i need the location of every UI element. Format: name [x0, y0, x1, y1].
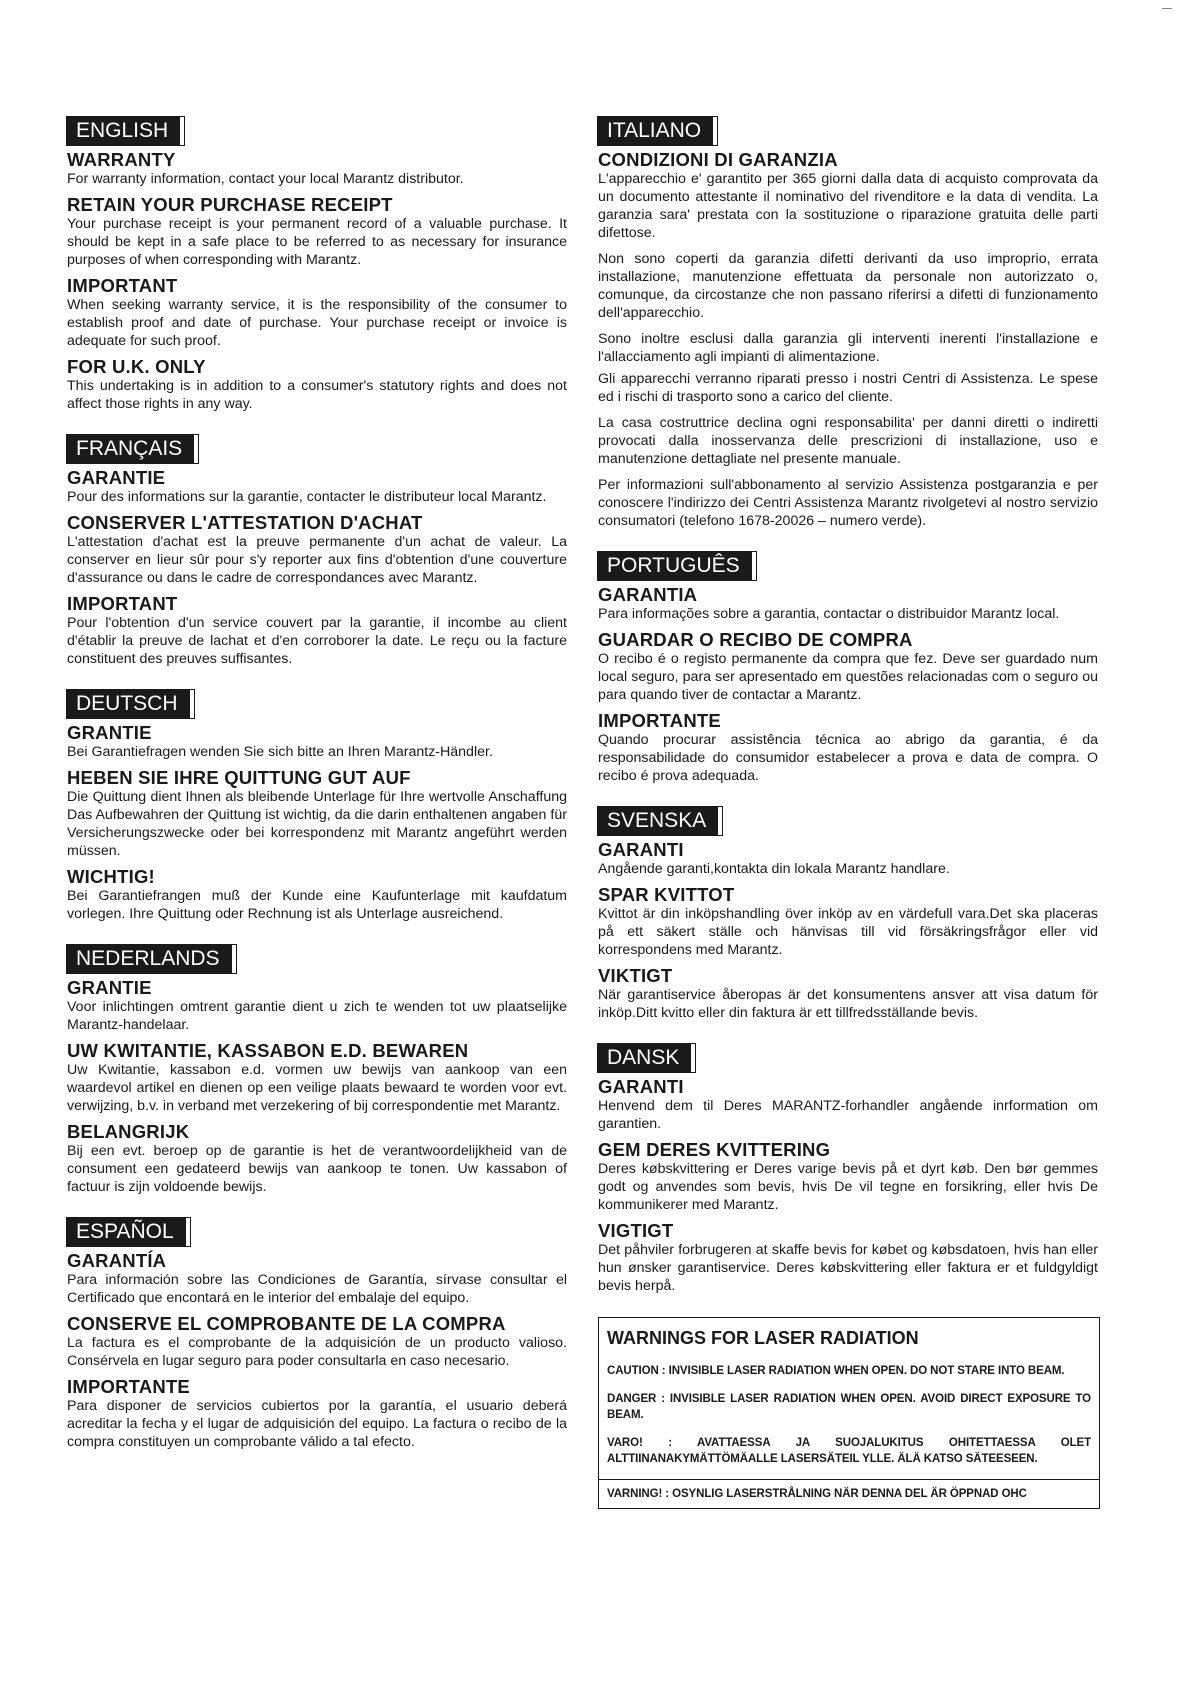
body-paragraph: Angående garanti,kontakta din lokala Marantz handlare.: [598, 861, 950, 877]
section-heading: GARANTI: [598, 1076, 684, 1097]
laser-caution: CAUTION : INVISIBLE LASER RADIATION WHEN OPEN. DO NOT STARE INTO BEAM.: [607, 1365, 1065, 1377]
section-heading: CONDIZIONI DI GARANZIA: [598, 149, 838, 170]
body-paragraph: Non sono coperti da garanzia difetti derivanti da uso improprio, errata installazione, manutenzione effettuata da personale non autorizzato o, comunque, da circostanze che non passano riferirsi a difetti di funzionamento dell'apparecchio.: [598, 251, 1098, 321]
laser-danger: DANGER : INVISIBLE LASER RADIATION WHEN OPEN. AVOID DIRECT EXPOSURE TO BEAM.: [607, 1393, 1091, 1421]
section-heading: GEM DERES KVITTERING: [598, 1139, 831, 1160]
section-heading: VIKTIGT: [598, 965, 673, 986]
language-section-español: [67, 1218, 567, 1451]
language-section-português: [598, 552, 1098, 785]
body-paragraph: Para disponer de servicios cubiertos por la garantía, el usuario deberá acreditar la fecha y el lugar de adquisición del equipo. La factura o recibo de la compra constituyen un comprobante válido a tal efecto.: [67, 1398, 567, 1450]
language-tag: NEDERLANDS: [67, 945, 236, 973]
section-heading: GUARDAR O RECIBO DE COMPRA: [598, 629, 913, 650]
body-paragraph: La casa costruttrice declina ogni responsabilita' per danni diretti o indiretti provocati dalla inosservanza delle prescrizioni di installazione, uso e manutenzione dettagliate nel presente manuale.: [598, 415, 1098, 467]
body-paragraph: Henvend dem til Deres MARANTZ-forhandler angående inrformation om garantien.: [598, 1098, 1098, 1132]
language-section-français: [67, 435, 567, 668]
language-section-nederlands: [67, 945, 567, 1196]
language-tag: DEUTSCH: [67, 690, 194, 718]
right-column-sections: [598, 117, 1098, 1295]
language-section-english: [67, 117, 567, 413]
language-section-italiano: [598, 117, 1098, 530]
language-section-svenska: [598, 807, 1098, 1022]
language-tag: ESPAÑOL: [67, 1218, 190, 1246]
body-paragraph: Your purchase receipt is your permanent record of a valuable purchase. It should be kept in a safe place to be referred to as necessary for insurance purposes of when corresponding with Marantz.: [67, 216, 567, 268]
body-paragraph: Pour des informations sur la garantie, contacter le distributeur local Marantz.: [67, 489, 547, 505]
body-paragraph: Gli apparecchi verranno riparati presso i nostri Centri di Assistenza. Le spese ed i rischi di trasporto sono a carico del cliente.: [598, 371, 1098, 405]
section-heading: RETAIN YOUR PURCHASE RECEIPT: [67, 194, 393, 215]
section-heading: GARANTIA: [598, 584, 698, 605]
section-heading: CONSERVER L'ATTESTATION D'ACHAT: [67, 512, 423, 533]
right-column: [598, 117, 1098, 1509]
section-heading: GARANTI: [598, 839, 684, 860]
language-tag: DANSK: [598, 1044, 695, 1072]
section-heading: IMPORTANT: [67, 593, 178, 614]
section-heading: IMPORTANTE: [67, 1376, 190, 1397]
laser-varo: VARO! : AVATTAESSA JA SUOJALUKITUS OHITETTAESSA OLET ALTTIINANAKYMÄTTÖMÄALLE LASERSÄTEIL YLLE. ÄLÄ KATSO SÄTEESEEN.: [607, 1437, 1091, 1465]
body-paragraph: For warranty information, contact your local Marantz distributor.: [67, 171, 464, 187]
body-paragraph: Quando procurar assistência técnica ao abrigo da garantia, é da responsabilidade do consumidor estabelecer a prova e data de compra. O recibo é prova adequada.: [598, 732, 1098, 784]
section-heading: GARANTÍA: [67, 1250, 167, 1271]
body-paragraph: Para información sobre las Condiciones de Garantía, sírvase consultar el Certificado que encontará en le interior del embalaje del equipo.: [67, 1272, 567, 1306]
corner-mark: [1162, 8, 1172, 9]
language-tag: ITALIANO: [598, 117, 717, 145]
body-paragraph: Kvittot är din inköpshandling över inköp av en värdefull vara.Det ska placeras på ett säkert ställe och hänvisas till vid försäkringsfrågor eller vid korrespondens med Marantz.: [598, 906, 1098, 958]
language-tag: ENGLISH: [67, 117, 184, 145]
body-paragraph: When seeking warranty service, it is the responsibility of the consumer to establish proof and date of purchase. Your purchase receipt or invoice is adequate for such proof.: [67, 297, 567, 349]
section-heading: GARANTIE: [67, 467, 166, 488]
section-heading: SPAR KVITTOT: [598, 884, 735, 905]
section-heading: UW KWITANTIE, KASSABON E.D. BEWAREN: [67, 1040, 469, 1061]
body-paragraph: Bei Garantiefrangen muß der Kunde eine Kaufunterlage mit kaufdatum vorlegen. Ihre Quittung oder Rechnung ist als Unterlage ausreichend.: [67, 888, 567, 922]
body-paragraph: Bei Garantiefragen wenden Sie sich bitte an Ihren Marantz-Händler.: [67, 744, 493, 760]
body-paragraph: Per informazioni sull'abbonamento al servizio Assistenza postgaranzia e per conoscere l'indirizzo dei Centri Assistenza Marantz rivolgetevi al nostro servizio consumatori (telefono 1678-20026 – numero verde).: [598, 477, 1098, 529]
body-paragraph: Die Quittung dient Ihnen als bleibende Unterlage für Ihre wertvolle Anschaffung Das Aufbewahren der Quittung ist wichtig, da die darin enthaltenen angaben für Versicherungszwecke oder bei korrespondenz mit Marantz angeführt werden müssen.: [67, 789, 567, 859]
body-paragraph: Para informações sobre a garantia, contactar o distribuidor Marantz local.: [598, 606, 1060, 622]
section-heading: VIGTIGT: [598, 1220, 674, 1241]
body-paragraph: O recibo é o registo permanente da compra que fez. Deve ser guardado num local seguro, para ser apresentado em questões relacionadas com o seguro ou para quando tiver de contactar a Marantz.: [598, 651, 1098, 703]
body-paragraph: La factura es el comprobante de la adquisición de un producto valioso. Consérvela en lugar seguro para poder consultarla en caso necesario.: [67, 1335, 567, 1369]
language-tag: SVENSKA: [598, 807, 722, 835]
section-heading: HEBEN SIE IHRE QUITTUNG GUT AUF: [67, 767, 411, 788]
body-paragraph: Bij een evt. beroep op de garantie is het de verantwoordelijkheid van de consument een gedateerd bewijs van aankoop te tonen. Uw kassabon of factuur is zijn voldoende bewijs.: [67, 1143, 567, 1195]
section-heading: IMPORTANTE: [598, 710, 721, 731]
language-section-deutsch: [67, 690, 567, 923]
body-paragraph: Det påhviler forbrugeren at skaffe bevis for købet og købsdatoen, hvis han eller hun ønsker garantiservice. Deres købskvittering eller faktura er et fuldgyldigt bevis herpå.: [598, 1242, 1098, 1294]
laser-warning-box: [598, 1317, 1100, 1509]
body-paragraph: Pour l'obtention d'un service couvert par la garantie, il incombe au client d'établir la preuve de lachat et d'en corroborer la date. Le reçu ou la facture constituent des preuves suffisantes.: [67, 615, 567, 667]
laser-varning: VARNING! : OSYNLIG LASERSTRÅLNING NÄR DENNA DEL ÄR ÖPPNAD OHC: [599, 1479, 1099, 1502]
section-heading: FOR U.K. ONLY: [67, 356, 206, 377]
section-heading: BELANGRIJK: [67, 1121, 190, 1142]
body-paragraph: L'attestation d'achat est la preuve permanente d'un achat de valeur. La conserver en lieur sûr pour s'y reporter aux fins d'obtention d'une couverture d'assurance ou dans le cadre de correspondances avec Marantz.: [67, 534, 567, 586]
body-paragraph: L'apparecchio e' garantito per 365 giorni dalla data di acquisto comprovata da un documento attestante il nominativo del rivenditore e la data di vendita. La garanzia sara' prestata con la sostituzione o riparazione gratuita delle parti difettose.: [598, 171, 1098, 241]
body-paragraph: Deres købskvittering er Deres varige bevis på et dyrt køb. Den bør gemmes godt og anvendes som bevis, hvis De vil tegne en forsikring, eller hvis De kommunikerer med Marantz.: [598, 1161, 1098, 1213]
section-heading: GRANTIE: [67, 722, 152, 743]
body-paragraph: Sono inoltre esclusi dalla garanzia gli interventi inerenti l'installazione e l'allacciamento agli impianti di alimentazione.: [598, 331, 1098, 365]
language-section-dansk: [598, 1044, 1098, 1295]
section-heading: CONSERVE EL COMPROBANTE DE LA COMPRA: [67, 1313, 506, 1334]
body-paragraph: När garantiservice åberopas är det konsumentens ansver att visa datum för inköp.Ditt kvitto eller din faktura är ett tillfredsställande bevis.: [598, 987, 1098, 1021]
section-heading: WARRANTY: [67, 149, 176, 170]
language-tag: FRANÇAIS: [67, 435, 198, 463]
language-tag: PORTUGUÊS: [598, 552, 756, 580]
laser-warning-title: WARNINGS FOR LASER RADIATION: [607, 1328, 919, 1348]
section-heading: IMPORTANT: [67, 275, 178, 296]
left-column: [67, 117, 567, 1473]
body-paragraph: Uw Kwitantie, kassabon e.d. vormen uw bewijs van aankoop van een waardevol artikel en dienen op een veilige plaats bewaard te worden voor evt. verwijzing, b.v. in verband met verzekering of bij correspondentie met Marantz.: [67, 1062, 567, 1114]
section-heading: WICHTIG!: [67, 866, 155, 887]
section-heading: GRANTIE: [67, 977, 152, 998]
body-paragraph: Voor inlichtingen omtrent garantie dient u zich te wenden tot uw plaatselijke Marantz-handelaar.: [67, 999, 567, 1033]
body-paragraph: This undertaking is in addition to a consumer's statutory rights and does not affect those rights in any way.: [67, 378, 567, 412]
